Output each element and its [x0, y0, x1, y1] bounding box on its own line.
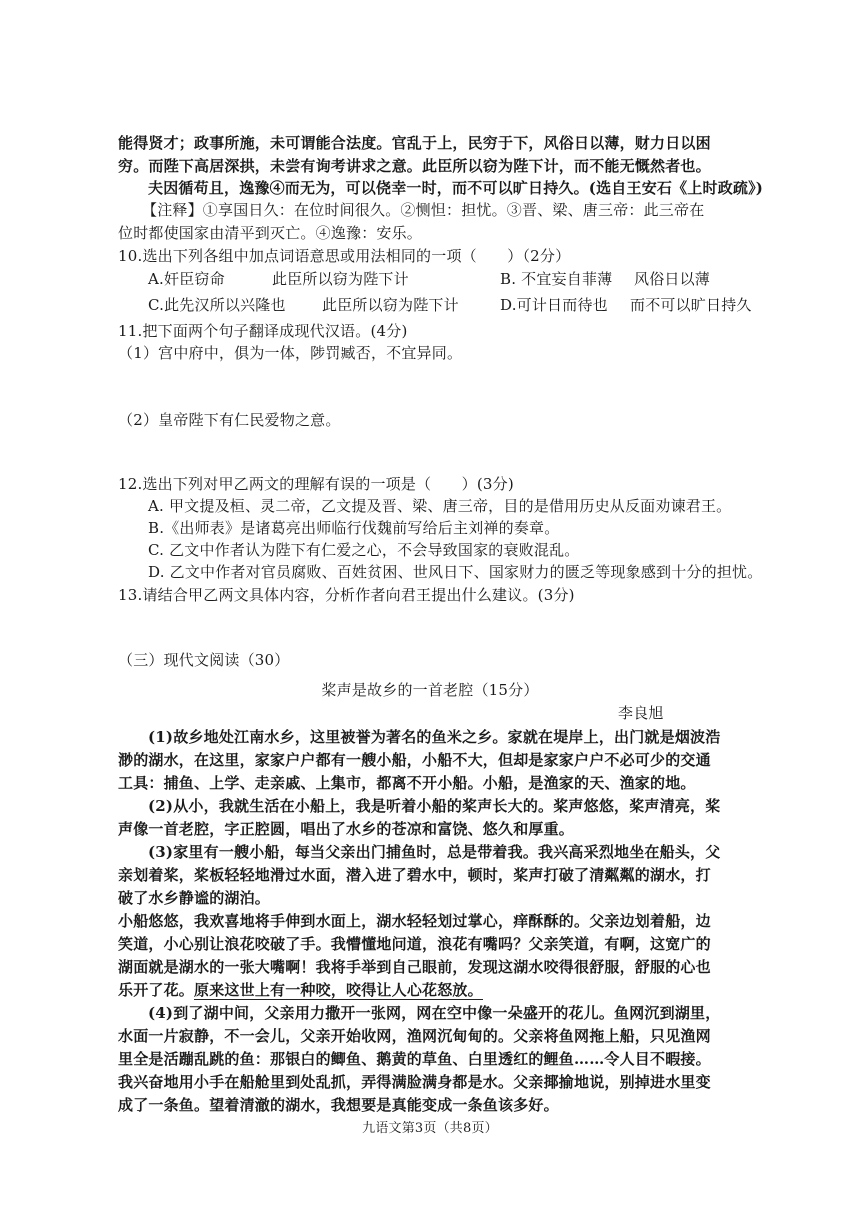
p3-line-5: 笑道，小心别让浪花咬破了手。我懵懂地问道，浪花有嘴吗？父亲笑道，有啊，这宽广的	[118, 935, 711, 953]
p3-line-3: 破了水乡静谧的湖泊。	[118, 889, 271, 907]
q12-option-c: C. 乙文中作者认为陛下有仁爱之心，不会导致国家的衰败混乱。	[148, 541, 580, 559]
q10-option-b-2: 风俗日以薄	[634, 270, 711, 288]
p3-line-6: 湖面就是湖水的一张大嘴啊！我将手举到自己眼前，发现这湖水咬得很舒服，舒服的心也	[118, 958, 711, 976]
q11-sentence-1: （1）宫中府中，俱为一体，陟罚臧否，不宜异同。	[118, 344, 463, 362]
p4-line-5: 成了一条鱼。望着清澈的湖水，我想要是真能变成一条鱼该多好。	[118, 1096, 559, 1114]
q12-option-a: A. 甲文提及桓、灵二帝，乙文提及晋、梁、唐三帝，目的是借用历史从反面劝谏君王。	[148, 497, 732, 515]
q10-option-b-1: B. 不宜妄自菲薄	[500, 270, 613, 288]
section-3-heading: （三）现代文阅读（30）	[118, 651, 290, 669]
p1-line-3: 工具：捕鱼、上学、走亲戚、上集市，都离不开小船。小船，是渔家的天、渔家的地。	[118, 774, 696, 792]
p3-line-2: 亲划着桨，桨板轻轻地滑过水面，潜入进了碧水中，顿时，桨声打破了清粼粼的湖水，打	[118, 866, 711, 884]
page-footer: 九语文第3页（共8页）	[362, 1121, 498, 1136]
p2-line-1: (2)从小，我就生活在小船上，我是听着小船的桨声长大的。桨声悠悠，桨声清亮，桨	[148, 797, 721, 815]
q12-stem: 12.选出下列对甲乙两文的理解有误的一项是（ ）(3分)	[118, 475, 514, 493]
p2-line-2: 声像一首老腔，字正腔圆，唱出了水乡的苍凉和富饶、悠久和厚重。	[118, 820, 575, 838]
q11-stem: 11.把下面两个句子翻译成现代汉语。(4分)	[118, 322, 408, 340]
passage-b-line-3: 夫因循苟且，逸豫④而无为，可以侥幸一时，而不可以旷日持久。(选自王安石《上时政疏》)	[148, 179, 764, 197]
article-author: 李良旭	[618, 704, 664, 722]
p3-line-1: (3)家里有一艘小船，每当父亲出门捕鱼时，总是带着我。我兴高采烈地坐在船头，父	[148, 843, 721, 861]
q11-sentence-2: （2）皇帝陛下有仁民爱物之意。	[118, 411, 341, 429]
p3-line-7-start: 乐开了花。	[118, 981, 195, 999]
notes-line-1: 【注释】①享国日久：在位时间很久。②恻怛：担忧。③晋、梁、唐三帝：此三帝在	[142, 201, 705, 219]
passage-b-line-2: 穷。而陛下高居深拱，未尝有询考讲求之意。此臣所以窃为陛下计，而不能无慨然者也。	[118, 157, 711, 175]
q13-stem: 13.请结合甲乙两文具体内容，分析作者向君王提出什么建议。(3分)	[118, 586, 575, 604]
p4-line-3: 里全是活蹦乱跳的鱼：那银白的鲫鱼、鹅黄的草鱼、白里透红的鲤鱼……令人目不暇接。	[118, 1050, 711, 1068]
p1-line-2: 渺的湖水，在这里，家家户户都有一艘小船，小船不大，但却是家家户户不必可少的交通	[118, 751, 711, 769]
q10-option-a-2: 此臣所以窃为陛下计	[272, 270, 409, 288]
p3-line-4: 小船悠悠，我欢喜地将手伸到水面上，湖水轻轻划过掌心，痒酥酥的。父亲边划着船，边	[118, 912, 711, 930]
q10-option-d-2: 而不可以旷日持久	[630, 296, 752, 314]
p4-line-2: 水面一片寂静，不一会儿，父亲开始收网，渔网沉甸甸的。父亲将鱼网拖上船，只见渔网	[118, 1027, 711, 1045]
q10-option-a-1: A.奸臣窃命	[148, 270, 225, 288]
q10-option-c-2: 此臣所以窃为陛下计	[322, 296, 459, 314]
p4-line-4: 我兴奋地用小手在船舱里到处乱抓，弄得满脸满身都是水。父亲揶揄地说，别掉进水里变	[118, 1073, 711, 1091]
q10-option-c-1: C.此先汉所以兴隆也	[148, 296, 286, 314]
notes-line-2: 位时都使国家由清平到灭亡。④逸豫：安乐。	[118, 224, 423, 242]
q10-stem: 10.选出下列各组中加点词语意思或用法相同的一项（ ）（2分）	[118, 247, 571, 265]
underlined-sentence: 原来这世上有一种咬，咬得让人心花怒放。	[194, 981, 483, 999]
q12-option-b: B.《出师表》是诸葛亮出师临行伐魏前写给后主刘禅的奏章。	[148, 519, 560, 537]
article-title: 桨声是故乡的一首老腔（15分）	[321, 681, 539, 699]
passage-b-line-1: 能得贤才；政事所施，未可谓能合法度。官乱于上，民穷于下，风俗日以薄，财力日以困	[118, 134, 711, 152]
p1-line-1: (1)故乡地处江南水乡，这里被誉为著名的鱼米之乡。家就在堤岸上，出门就是烟波浩	[148, 728, 721, 746]
p3-line-7	[118, 980, 483, 1000]
p4-line-1: (4)到了湖中间，父亲用力撒开一张网，网在空中像一朵盛开的花儿。鱼网沉到湖里，	[148, 1004, 721, 1022]
q10-option-d-1: D.可计日而待也	[500, 296, 608, 314]
q12-option-d: D. 乙文中作者对官员腐败、百姓贫困、世风日下、国家财力的匮乏等现象感到十分的担忧。	[148, 563, 763, 581]
